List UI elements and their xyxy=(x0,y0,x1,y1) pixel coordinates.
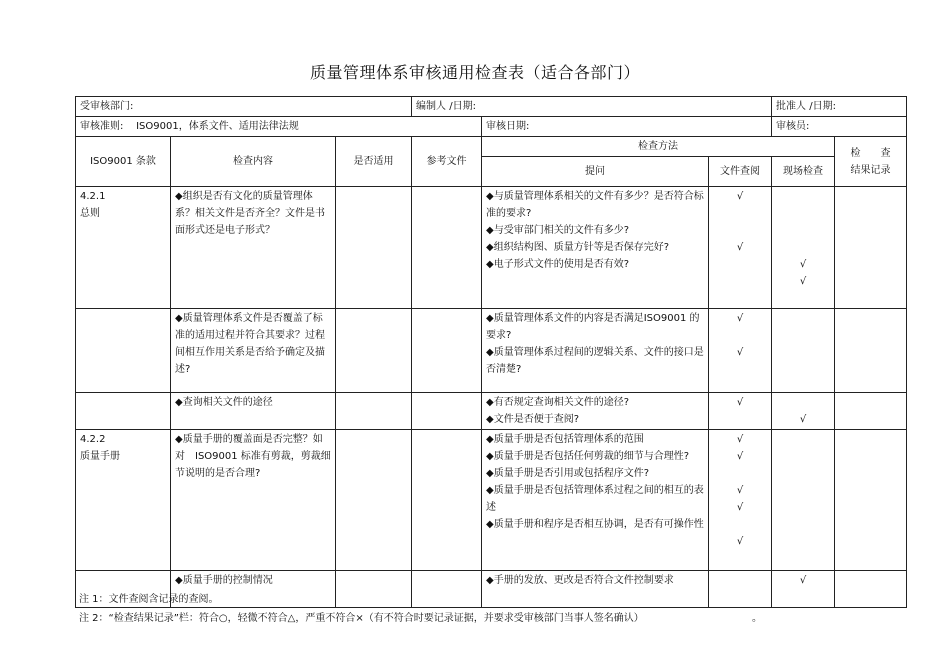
check-mark: √ xyxy=(736,502,744,513)
meta-row-1 xyxy=(76,97,907,117)
check-mark xyxy=(713,256,767,273)
check-mark xyxy=(776,465,830,482)
trailing-mark: 。 xyxy=(752,613,762,624)
check-mark xyxy=(776,344,830,361)
applicable-cell xyxy=(336,430,412,571)
audit-checklist-table xyxy=(75,96,907,608)
question-item: ◆质量手册是否包括管理体系过程之间的相互的表述 xyxy=(486,485,704,513)
check-mark xyxy=(776,550,830,567)
check-mark xyxy=(713,273,767,290)
check-mark xyxy=(776,431,830,448)
question-item: ◆与受审部门相关的文件有多少? xyxy=(486,225,630,236)
note-2: 注 2：“检查结果记录”栏：符合○，轻微不符合△，严重不符合×（有不符合时要记录证据，并要求受审核部门当事人签名确认） xyxy=(79,613,644,624)
check-mark xyxy=(776,516,830,533)
question-item: ◆质量手册和程序是否相互协调，是否有可操作性 xyxy=(486,519,704,530)
question-item: ◆电子形式文件的使用是否有效? xyxy=(486,259,630,270)
check-mark xyxy=(776,589,830,606)
question-item: ◆组织结构图、质量方针等是否保存完好? xyxy=(486,242,670,253)
result-cell xyxy=(835,393,907,430)
doc-review-cell xyxy=(709,430,772,571)
page-title: 质量管理体系审核通用检查表（适合各部门） xyxy=(309,63,640,82)
check-mark: √ xyxy=(736,313,744,324)
question-item: ◆文件是否便于查阅? xyxy=(486,414,580,425)
audit-date-label: 审核日期: xyxy=(482,117,772,137)
check-mark: √ xyxy=(736,397,744,408)
note-1: 注 1：文件查阅含记录的查阅。 xyxy=(79,594,219,605)
table-row xyxy=(76,309,907,393)
approver-label: 批准人 /日期: xyxy=(772,97,907,117)
header-onsite: 现场检查 xyxy=(772,157,835,187)
header-clause: ISO9001 条款 xyxy=(76,137,171,187)
applicable-cell xyxy=(336,187,412,309)
check-mark: √ xyxy=(799,259,807,270)
check-mark xyxy=(713,465,767,482)
clause-cell xyxy=(76,393,171,430)
header-question: 提问 xyxy=(482,157,709,187)
check-mark xyxy=(776,188,830,205)
question-item: ◆手册的发放、更改是否符合文件控制要求 xyxy=(486,575,674,586)
question-cell xyxy=(482,393,709,430)
doc-review-cell xyxy=(709,393,772,430)
check-mark xyxy=(776,394,830,411)
question-item: ◆质量手册是否引用或包括程序文件? xyxy=(486,468,650,479)
header-content: 检查内容 xyxy=(171,137,336,187)
audited-dept-label: 受审核部门: xyxy=(76,97,412,117)
check-mark: √ xyxy=(799,276,807,287)
criteria-cell xyxy=(76,117,482,137)
check-mark: √ xyxy=(736,451,744,462)
check-mark xyxy=(776,290,830,307)
header-applicable: 是否适用 xyxy=(336,137,412,187)
table-row xyxy=(76,187,907,309)
onsite-cell xyxy=(772,430,835,571)
check-mark xyxy=(776,239,830,256)
ref-doc-cell xyxy=(412,187,482,309)
result-cell xyxy=(835,571,907,608)
question-item: ◆与质量管理体系相关的文件有多少？是否符合标准的要求? xyxy=(486,191,704,219)
check-mark xyxy=(713,327,767,344)
check-mark xyxy=(713,589,767,606)
header-doc-review: 文件查阅 xyxy=(709,157,772,187)
doc-review-cell xyxy=(709,187,772,309)
check-mark xyxy=(713,411,767,428)
question-cell xyxy=(482,309,709,393)
check-mark xyxy=(713,222,767,239)
check-mark xyxy=(776,482,830,499)
check-mark: √ xyxy=(736,191,744,202)
question-item: ◆有否规定查询相关文件的途径? xyxy=(486,397,630,408)
check-mark: √ xyxy=(736,536,744,547)
meta-row-2 xyxy=(76,117,907,137)
ref-doc-cell xyxy=(412,309,482,393)
ref-doc-cell xyxy=(412,430,482,571)
clause-cell xyxy=(76,309,171,393)
check-mark xyxy=(713,550,767,567)
clause-cell: 4.2.2 质量手册 xyxy=(76,430,171,571)
onsite-cell xyxy=(772,571,835,608)
onsite-cell xyxy=(772,309,835,393)
question-item: ◆质量管理体系文件的内容是否满足ISO9001 的要求? xyxy=(486,313,700,341)
check-mark xyxy=(776,448,830,465)
compiler-label: 编制人 /日期: xyxy=(412,97,772,117)
question-item: ◆质量手册是否包括管理体系的范围 xyxy=(486,434,644,445)
check-mark xyxy=(776,222,830,239)
content-cell: ◆质量手册的覆盖面是否完整？如对 ISO9001 标准有剪裁，剪裁细节说明的是否合理? xyxy=(171,430,336,571)
table-row xyxy=(76,393,907,430)
check-mark xyxy=(713,290,767,307)
check-mark xyxy=(776,499,830,516)
check-mark xyxy=(776,310,830,327)
notes xyxy=(79,590,644,628)
auditor-label: 审核员: xyxy=(772,117,907,137)
check-mark xyxy=(713,572,767,589)
content-cell: ◆组织是否有文化的质量管理体系？相关文件是否齐全？文件是书面形式还是电子形式？ xyxy=(171,187,336,309)
criteria-value: ISO9001，体系文件、适用法律法规 xyxy=(136,121,299,132)
check-mark: √ xyxy=(736,485,744,496)
check-mark: √ xyxy=(736,347,744,358)
check-mark: √ xyxy=(736,434,744,445)
check-mark xyxy=(776,327,830,344)
check-mark xyxy=(776,361,830,378)
applicable-cell xyxy=(336,309,412,393)
check-mark xyxy=(776,533,830,550)
header-method: 检查方法 xyxy=(482,137,835,157)
header-result: 检 查 结果记录 xyxy=(835,137,907,187)
check-mark: √ xyxy=(799,414,807,425)
check-mark xyxy=(776,205,830,222)
onsite-cell xyxy=(772,393,835,430)
table-row xyxy=(76,430,907,571)
question-item: ◆质量手册是否包括任何剪裁的细节与合理性? xyxy=(486,451,690,462)
applicable-cell xyxy=(336,393,412,430)
header-ref-doc: 参考文件 xyxy=(412,137,482,187)
check-mark: √ xyxy=(799,575,807,586)
ref-doc-cell xyxy=(412,393,482,430)
check-mark xyxy=(713,516,767,533)
doc-review-cell xyxy=(709,571,772,608)
content-cell: ◆质量手册的控制情况 xyxy=(171,571,336,608)
content-cell: ◆查询相关文件的途径 xyxy=(171,393,336,430)
result-cell xyxy=(835,309,907,393)
question-cell xyxy=(482,187,709,309)
result-cell xyxy=(835,187,907,309)
check-mark xyxy=(713,361,767,378)
clause-cell: 4.2.1 总则 xyxy=(76,187,171,309)
check-mark xyxy=(713,205,767,222)
checklist-body xyxy=(76,187,907,608)
onsite-cell xyxy=(772,187,835,309)
content-cell: ◆质量管理体系文件是否覆盖了标准的适用过程并符合其要求？过程间相互作用关系是否给予确定及描述? xyxy=(171,309,336,393)
question-cell xyxy=(482,430,709,571)
doc-review-cell xyxy=(709,309,772,393)
criteria-label: 审核准则: xyxy=(80,121,124,132)
result-cell xyxy=(835,430,907,571)
header-row-1 xyxy=(76,137,907,157)
check-mark: √ xyxy=(736,242,744,253)
question-item: ◆质量管理体系过程间的逻辑关系、文件的接口是否清楚? xyxy=(486,347,704,375)
